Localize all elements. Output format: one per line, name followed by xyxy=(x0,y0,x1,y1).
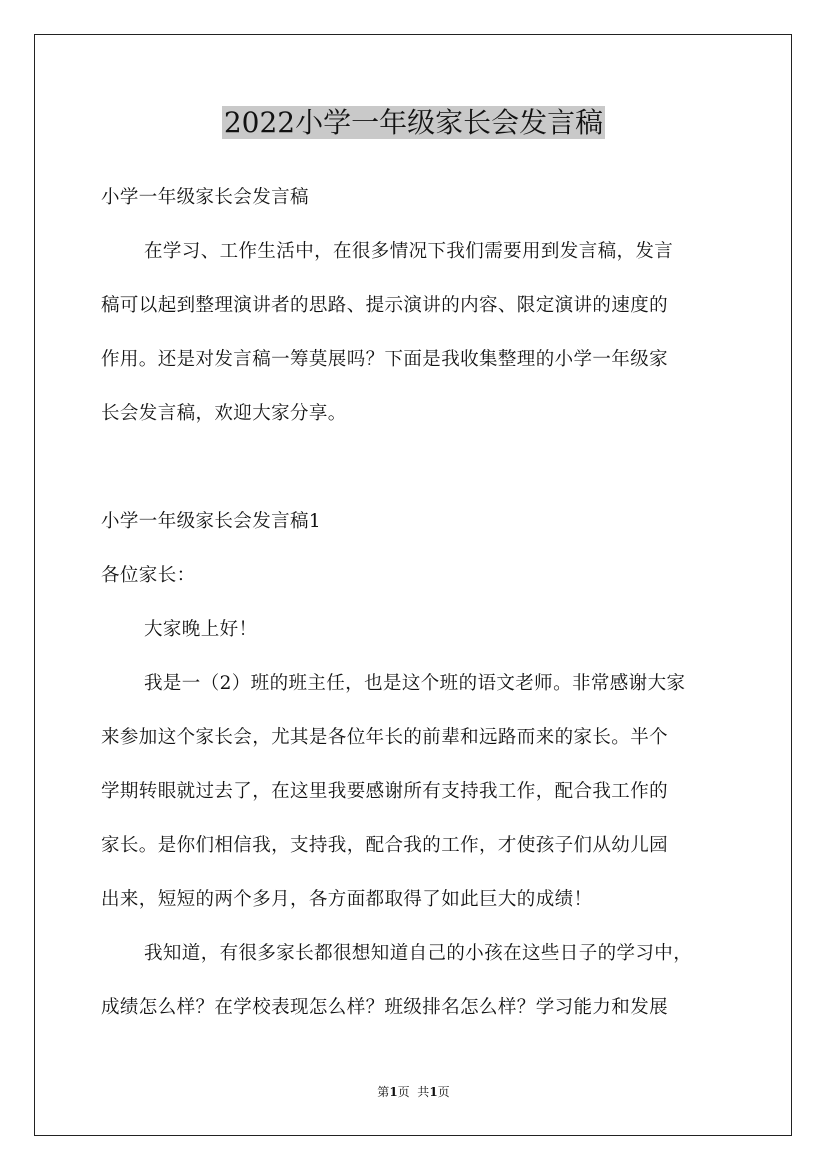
paragraph-line: 成绩怎么样？在学校表现怎么样？班级排名怎么样？学习能力和发展 xyxy=(101,997,669,1018)
salutation: 各位家长： xyxy=(101,565,196,586)
page-footer xyxy=(0,1083,827,1100)
paragraph-line: 稿可以起到整理演讲者的思路、提示演讲的内容、限定演讲的速度的 xyxy=(101,295,669,316)
footer-prefix: 第 xyxy=(377,1085,390,1099)
paragraph-line: 长会发言稿，欢迎大家分享。 xyxy=(101,403,347,424)
footer-suffix: 页 xyxy=(437,1085,450,1099)
paragraph-line: 我知道，有很多家长都很想知道自己的小孩在这些日子的学习中， xyxy=(144,943,693,964)
title-text: 2022小学一年级家长会发言稿 xyxy=(223,106,604,139)
paragraph-line: 家长。是你们相信我，支持我，配合我的工作，才使孩子们从幼儿园 xyxy=(101,835,669,856)
paragraph-line: 学期转眼就过去了，在这里我要感谢所有支持我工作，配合我工作的 xyxy=(101,781,669,802)
greeting: 大家晚上好！ xyxy=(144,619,258,640)
current-page-number: 1 xyxy=(389,1085,398,1099)
document-title xyxy=(0,100,827,146)
paragraph-line: 在学习、工作生活中，在很多情况下我们需要用到发言稿，发言 xyxy=(144,241,674,262)
paragraph-line: 作用。还是对发言稿一筹莫展吗？下面是我收集整理的小学一年级家 xyxy=(101,349,669,370)
section-heading: 小学一年级家长会发言稿 xyxy=(101,187,309,208)
total-page-number: 1 xyxy=(429,1085,438,1099)
footer-mid: 页 共 xyxy=(397,1085,430,1099)
paragraph-line: 来参加这个家长会，尤其是各位年长的前辈和远路而来的家长。半个 xyxy=(101,727,669,748)
paragraph-line: 我是一（2）班的班主任，也是这个班的语文老师。非常感谢大家 xyxy=(144,673,686,694)
paragraph-line: 出来，短短的两个多月，各方面都取得了如此巨大的成绩！ xyxy=(101,889,593,910)
section-heading: 小学一年级家长会发言稿1 xyxy=(101,511,322,532)
